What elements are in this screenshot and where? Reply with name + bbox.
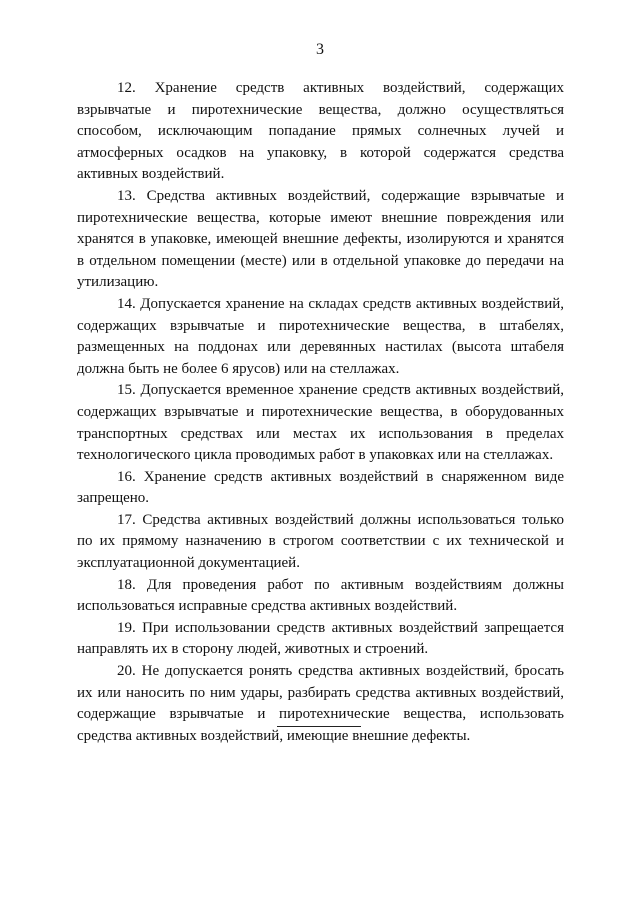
paragraph-12: 12. Хранение средств активных воздействий, содержащих взрывчатые и пиротехнические вещества, должно осуществляться способом, исключающим попадание прямых солнечных лучей и атмосферных осадков на упаковку, в которой содержатся средства активных воздействий. bbox=[77, 80, 564, 183]
paragraph-16: 16. Хранение средств активных воздействий в снаряженном виде запрещено. bbox=[77, 468, 564, 507]
paragraph-17: 17. Средства активных воздействий должны использоваться только по их прямому назначению в строгом соответствии с их технической и эксплуатационной документацией. bbox=[77, 511, 564, 572]
end-of-document-rule bbox=[277, 726, 361, 727]
paragraph-19: 19. При использовании средств активных воздействий запрещается направлять их в сторону людей, животных и строений. bbox=[77, 619, 564, 658]
paragraph-13: 13. Средства активных воздействий, содержащие взрывчатые и пиротехнические вещества, которые имеют внешние повреждения или хранятся в упаковке, имеющей внешние дефекты, изолируются и хранятся в отдельном помещении (месте) или в отдельной упаковке до передачи на утилизацию. bbox=[77, 187, 564, 291]
document-body bbox=[77, 78, 564, 747]
paragraph-18: 18. Для проведения работ по активным воздействиям должны использоваться исправные средства активных воздействий. bbox=[77, 576, 564, 615]
page-number: 3 bbox=[316, 41, 324, 58]
paragraph-20: 20. Не допускается ронять средства активных воздействий, бросать их или наносить по ним удары, разбирать средства активных воздействий, содержащие взрывчатые и пиротехнические вещества, использовать средства активных воздействий, имеющие внешние дефекты. bbox=[77, 663, 564, 744]
paragraph-15: 15. Допускается временное хранение средств активных воздействий, содержащих взрывчатые и пиротехнические вещества, в оборудованных транспортных средствах или местах их использования в пределах технологического цикла проводимых работ в упаковках или на стеллажах. bbox=[77, 382, 564, 464]
paragraph-14: 14. Допускается хранение на складах средств активных воздействий, содержащих взрывчатые и пиротехнические вещества, в штабелях, размещенных на поддонах или деревянных настилах (высота штабеля должна быть не более 6 ярусов) или на стеллажах. bbox=[77, 295, 564, 377]
